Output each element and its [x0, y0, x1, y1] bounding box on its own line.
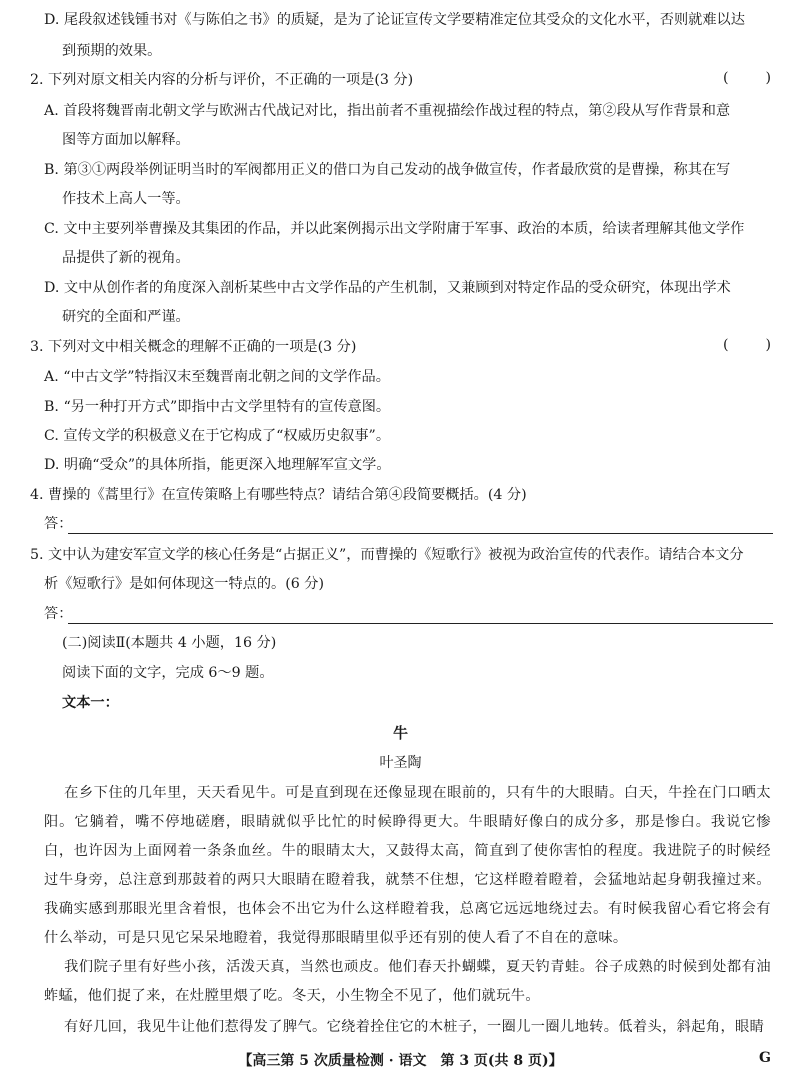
text-one-label: 文本一：: [62, 695, 119, 711]
q4-answer-line[interactable]: [68, 533, 773, 534]
q3-answer-bracket[interactable]: [723, 337, 771, 353]
q2-option-c-line1: C. 文中主要列举曹操及其集团的作品，并以此案例揭示出文学附庸于军事、政治的本质，给读者理解其他文学作: [44, 221, 745, 237]
q2-answer-bracket[interactable]: [723, 70, 771, 86]
q5-answer-label: 答：: [44, 606, 73, 622]
q2-option-d-line2: 研究的全面和严谨。: [62, 309, 190, 325]
q2-option-b-line2: 作技术上高人一等。: [62, 191, 190, 207]
bracket-right: ): [765, 70, 771, 86]
q2-option-a-line2: 图等方面加以解释。: [62, 132, 190, 148]
article-paragraph-3: [44, 1013, 771, 1042]
article-paragraph-1-text: 在乡下住的几年里，天天看见牛。可是直到现在还像显现在眼前的，只有牛的大眼睛。白天，牛拴在门口晒太阳。它躺着，嘴不停地磋磨，眼睛就似乎比忙的时候睁得更大。牛眼睛好像白的成分多，那是惨白。我说它惨白，也许因为上面网着一条条血丝。牛的眼睛太大，又鼓得太高，简直到了使你害怕的程度。我进院子的时候经过牛身旁，总注意到那鼓着的两只大眼睛在瞪着我，就禁不住想，它这样瞪着瞪着，会猛地站起身朝我撞过来。我确实感到那眼光里含着恨，也体会不出它为什么这样瞪着我，总离它远远地绕过去。有时候我留心看它将会有什么举动，可是只见它呆呆地瞪着，我觉得那眼睛里似乎还有别的使人看了不自在的意味。: [44, 785, 771, 946]
q5-answer-line[interactable]: [68, 623, 773, 624]
q5-stem-line1: 5. 文中认为建安军宣文学的核心任务是“占据正义”，而曹操的《短歌行》被视为政治宣传的代表作。请结合本文分: [30, 547, 744, 563]
q2-option-b-line1: B. 第③①两段举例证明当时的军阀都用正义的借口为自己发动的战争做宣传，作者最欣赏的是曹操，称其在写: [44, 162, 731, 178]
q4-answer-label: 答：: [44, 516, 73, 532]
bracket-right: ): [765, 337, 771, 353]
q2-option-c-line2: 品提供了新的视角。: [62, 250, 190, 266]
q4-stem: 4. 曹操的《蒿里行》在宣传策略上有哪些特点？请结合第④段简要概括。(4 分): [30, 487, 527, 503]
q2-option-d-line1: D. 文中从创作者的角度深入剖析某些中古文学作品的产生机制，又兼顾到对特定作品的受众研究，体现出学术: [44, 280, 731, 296]
article-title: 牛: [392, 724, 408, 742]
article-paragraph-3-text: 有好几回，我见牛让他们惹得发了脾气。它绕着拴住它的木桩子，一圈儿一圈儿地转。低着头，斜起角，眼睛: [64, 1019, 765, 1035]
article-paragraph-2-text: 我们院子里有好些小孩，活泼天真，当然也顽皮。他们春天扑蝴蝶，夏天钓青蛙。谷子成熟的时候到处都有油蚱蜢，他们捉了来，在灶膛里煨了吃。冬天，小生物全不见了，他们就玩牛。: [44, 959, 771, 1004]
q3-option-a: A. “中古文学”特指汉末至魏晋南北朝之间的文学作品。: [44, 369, 390, 385]
q3-option-b: B. “另一种打开方式”即指中古文学里特有的宣传意图。: [44, 399, 391, 415]
section2-instruction: 阅读下面的文字，完成 6～9 题。: [62, 665, 274, 681]
q2-stem: 2. 下列对原文相关内容的分析与评价，不正确的一项是(3 分): [30, 72, 414, 88]
q3-stem: 3. 下列对文中相关概念的理解不正确的一项是(3 分): [30, 339, 357, 355]
q3-option-c: C. 宣传文学的积极意义在于它构成了“权威历史叙事”。: [44, 428, 391, 444]
bracket-left: (: [723, 70, 729, 86]
section2-heading: (二)阅读Ⅱ(本题共 4 小题，16 分): [62, 635, 277, 651]
paper-code: G: [759, 1050, 771, 1066]
q3-option-d: D. 明确“受众”的具体所指，能更深入地理解军宣文学。: [44, 457, 391, 473]
q2-option-a-line1: A. 首段将魏晋南北朝文学与欧洲古代战记对比，指出前者不重视描绘作战过程的特点，第②段从写作背景和意: [44, 103, 731, 119]
article-paragraph-2: [44, 953, 771, 1011]
q1-option-d-line1: D. 尾段叙述钱锺书对《与陈伯之书》的质疑，是为了论证宣传文学要精准定位其受众的文化水平，否则就难以达: [44, 12, 745, 28]
bracket-left: (: [723, 337, 729, 353]
q5-stem-line2: 析《短歌行》是如何体现这一特点的。(6 分): [44, 576, 324, 592]
article-paragraph-1: [44, 779, 771, 953]
page-footer: 【高三第 5 次质量检测 · 语文 第 3 页(共 8 页)】: [238, 1053, 563, 1069]
q1-option-d-line2: 到预期的效果。: [62, 43, 162, 59]
article-author: 叶圣陶: [379, 755, 422, 771]
